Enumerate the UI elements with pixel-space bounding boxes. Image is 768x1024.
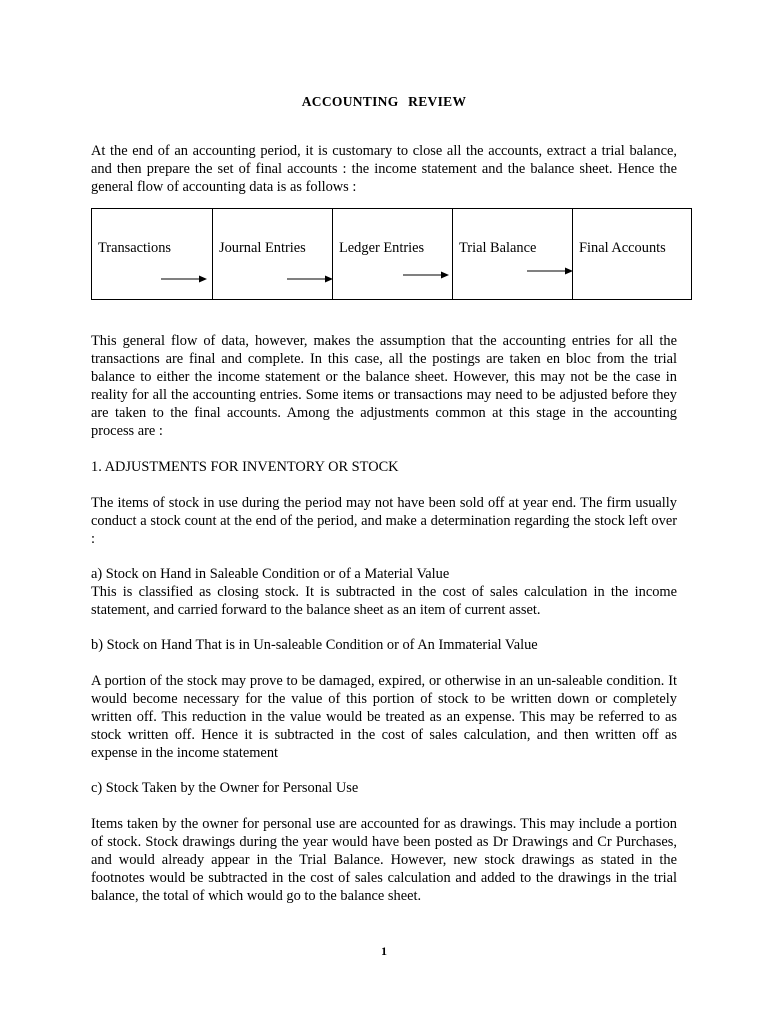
intro-paragraph: At the end of an accounting period, it is customary to close all the accounts, extract a trial balance, and then prepare the set of final accounts : the income statement and the balance sheet. Hence the general flow of accounting data is as follows : <box>91 143 677 195</box>
subsection-heading-a: a) Stock on Hand in Saleable Condition or of a Material Value <box>91 566 450 582</box>
subsection-text-a: This is classified as closing stock. It is subtracted in the cost of sales calculation in the income statement, and carried forward to the balance sheet as an item of current asset. <box>91 584 677 618</box>
flow-step-label: Transactions <box>98 240 172 256</box>
subsection-text-c: Items taken by the owner for personal use are accounted for as drawings. This may include a portion of stock. Stock drawings during the year would have been posted as Dr Drawings and Cr Purchases, and would already appear in the Trial Balance. However, new stock drawings as stated in the footnotes would be subtracted in the cost of sales calculation and added to the drawings in the trial balance, the total of which would go to the balance sheet. <box>91 816 677 904</box>
subsection-text-b: A portion of the stock may prove to be damaged, expired, or otherwise in an un-saleable condition. It would become necessary for the value of this portion of stock to be written down or completely written off. This reduction in the value would be treated as an expense. This may be referred to as stock written off. Hence it is subtracted in the cost of sales calculation, and then written off as expense in the income statement <box>91 673 677 761</box>
arrow-right-icon <box>287 274 333 284</box>
flow-step-label: Ledger Entries <box>339 240 425 256</box>
flow-step-journal-entries <box>213 209 333 299</box>
flow-step-ledger-entries <box>333 209 453 299</box>
arrow-right-icon <box>527 266 573 276</box>
flow-step-label: Journal Entries <box>219 240 306 256</box>
subsection-heading-b: b) Stock on Hand That is in Un-saleable Condition or of An Immaterial Value <box>91 637 538 653</box>
arrow-right-icon <box>403 270 449 280</box>
arrow-right-icon <box>161 274 207 284</box>
flow-step-transactions <box>92 209 213 299</box>
section-heading: 1. ADJUSTMENTS FOR INVENTORY OR STOCK <box>91 459 399 475</box>
accounting-flow-diagram <box>91 208 692 300</box>
flow-step-final-accounts <box>573 209 691 299</box>
subsection-heading-c: c) Stock Taken by the Owner for Personal Use <box>91 780 359 796</box>
flow-explanation-paragraph: This general flow of data, however, makes the assumption that the accounting entries for all the transactions are final and complete. In this case, all the postings are taken en bloc from the trial balance to either the income statement or the balance sheet. However, this may not be the case in reality for all the accounting entries. Some items or transactions may need to be adjusted before they are taken to the final accounts. Among the adjustments common at this stage in the accounting process are : <box>91 333 677 439</box>
flow-step-trial-balance <box>453 209 573 299</box>
page-title: ACCOUNTING REVIEW <box>301 94 467 109</box>
page-number: 1 <box>381 944 387 958</box>
section-intro-paragraph: The items of stock in use during the period may not have been sold off at year end. The firm usually conduct a stock count at the end of the period, and make a determination regarding the stock left over : <box>91 495 677 547</box>
flow-step-label: Final Accounts <box>579 240 666 256</box>
flow-step-label: Trial Balance <box>459 240 537 256</box>
